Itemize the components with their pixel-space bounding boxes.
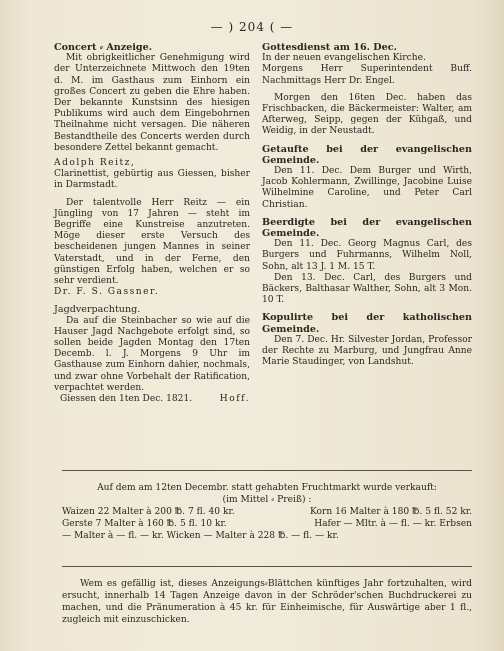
subscription-text: Wem es gefällig ist, dieses Anzeigungs⸗Blättchen künftiges Jahr fortzuhalten, wird ersucht, innerhalb 14 Tagen Anzeige davon in der Schröder'schen Buchdruckerei zu machen, und die Pränumeration à 45 kr. für Einheimische, für Auswärtige aber 1 fl., zugleich mit einzuschicken. bbox=[62, 579, 472, 625]
service-heading: Gottesdienst am 16. Dec. bbox=[262, 42, 397, 53]
hunt-footer bbox=[54, 394, 250, 405]
hunt-date: Giessen den 1ten Dec. 1821. bbox=[60, 394, 193, 405]
market-row bbox=[62, 506, 472, 518]
right-column bbox=[262, 42, 472, 368]
recommendation-signer: Dr. F. S. Gassner. bbox=[54, 287, 160, 298]
buried-heading: Beerdigte bei der evangelischen Gemeinde. bbox=[262, 216, 472, 240]
concert-heading: Concert ⸗ Anzeige. bbox=[54, 42, 153, 53]
baptized-text: Den 11. Dec. Dem Burger und Wirth, Jacob Kohlermann, Zwillinge, Jacobine Luise Wilhelmine Caroline, und Peter Carl Christian. bbox=[262, 166, 472, 210]
hunt-heading: Jagdverpachtung. bbox=[54, 304, 141, 316]
market-cell: Gerste 7 Malter à 160 ℔. 5 fl. 10 kr. bbox=[62, 519, 227, 529]
baptized-heading: Getaufte bei der evangelischen Gemeinde. bbox=[262, 143, 472, 166]
concert-text: Mit obrigkeitlicher Genehmigung wird der Unterzeichnete Mittwoch den 19ten d. M. im Gasthaus zum Einhorn ein großes Concert zu geben die Ehre haben. Der bekannte Kunstsinn des hiesigen Publikums wird auch dem Eingebohrnen Theilnahme nicht versagen. Die näheren Bestandtheile des Concerts werden durch besondere Zettel bekannt gemacht. bbox=[54, 53, 250, 153]
buried-text-2: Den 13. Dec. Carl, des Burgers und Bäckers, Balthasar Walther, Sohn, alt 3 Mon. 10 T. bbox=[262, 272, 472, 306]
service-text: Morgens Herr Superintendent Buff. Nachmittags Herr Dr. Engel. bbox=[262, 64, 472, 86]
catholic-heading: Kopulirte bei der katholischen Gemeinde. bbox=[262, 312, 472, 335]
market-row: — Malter à — fl. — kr. Wicken — Malter à 228 ℔. — fl. — kr. bbox=[62, 531, 339, 541]
subscription-notice bbox=[62, 578, 472, 626]
catholic-text: Den 7. Dec. Hr. Silvester Jordan, Professor der Rechte zu Marburg, und Jungfrau Anne Marie Staudinger, von Landshut. bbox=[262, 334, 472, 368]
hunt-text: Da auf die Steinbacher so wie auf die Hauser Jagd Nachgebote erfolgt sind, so sollen beide Jagden Montag den 17ten Decemb. l. J. Morgens 9 Uhr im Gasthause zum Einhorn dahier, nochmals, und zwar ohne Vorbehalt der Ratification, verpachtet werden. bbox=[54, 315, 250, 393]
concert-signer: Adolph Reitz, bbox=[54, 158, 136, 169]
market-report bbox=[62, 482, 472, 542]
divider-top bbox=[62, 470, 472, 471]
market-cell: Waizen 22 Malter à 200 ℔. 7 fl. 40 kr. bbox=[62, 507, 235, 517]
market-row bbox=[62, 518, 472, 530]
divider-bottom bbox=[62, 566, 472, 567]
buried-text-1: Den 11. Dec. Georg Magnus Carl, des Burgers und Fuhrmanns, Wilhelm Noll, Sohn, alt 13 J. 1 M. 15 T. bbox=[262, 239, 472, 272]
concert-signer-title: Clarinettist, gebürtig aus Giessen, bisher in Darmstadt. bbox=[54, 169, 250, 191]
hunt-signer: Hoff. bbox=[219, 394, 250, 405]
left-column bbox=[54, 42, 250, 405]
recommendation-text: Der talentvolle Herr Reitz — ein Jüngling von 17 Jahren — steht im Begriffe eine Kunstreise anzutreten. Möge dieser erste Versuch des bescheidenen jungen Mannes in seiner Vaterstadt, und in der Ferne, den günstigen Erfolg haben, welchen er so sehr verdient. bbox=[54, 197, 250, 287]
market-cell: Korn 16 Malter à 180 ℔. 5 fl. 52 kr. bbox=[309, 507, 472, 517]
market-title: Auf dem am 12ten Decembr. statt gehabten Fruchtmarkt wurde verkauft: bbox=[97, 483, 437, 493]
market-subtitle: (im Mittel ⸗ Preiß) : bbox=[222, 495, 312, 505]
page-number: — ) 204 ( — bbox=[210, 20, 294, 34]
baker-text: Morgen den 16ten Dec. haben das Frischbacken, die Bäckermeister: Walter, am Afterweg, Seipp, gegen der Kühgaß, und Weidig, in der Neustadt. bbox=[262, 92, 472, 137]
market-cell: Hafer — Mltr. à — fl. — kr. Erbsen bbox=[314, 519, 472, 529]
service-subheading: In der neuen evangelischen Kirche. bbox=[262, 53, 426, 64]
